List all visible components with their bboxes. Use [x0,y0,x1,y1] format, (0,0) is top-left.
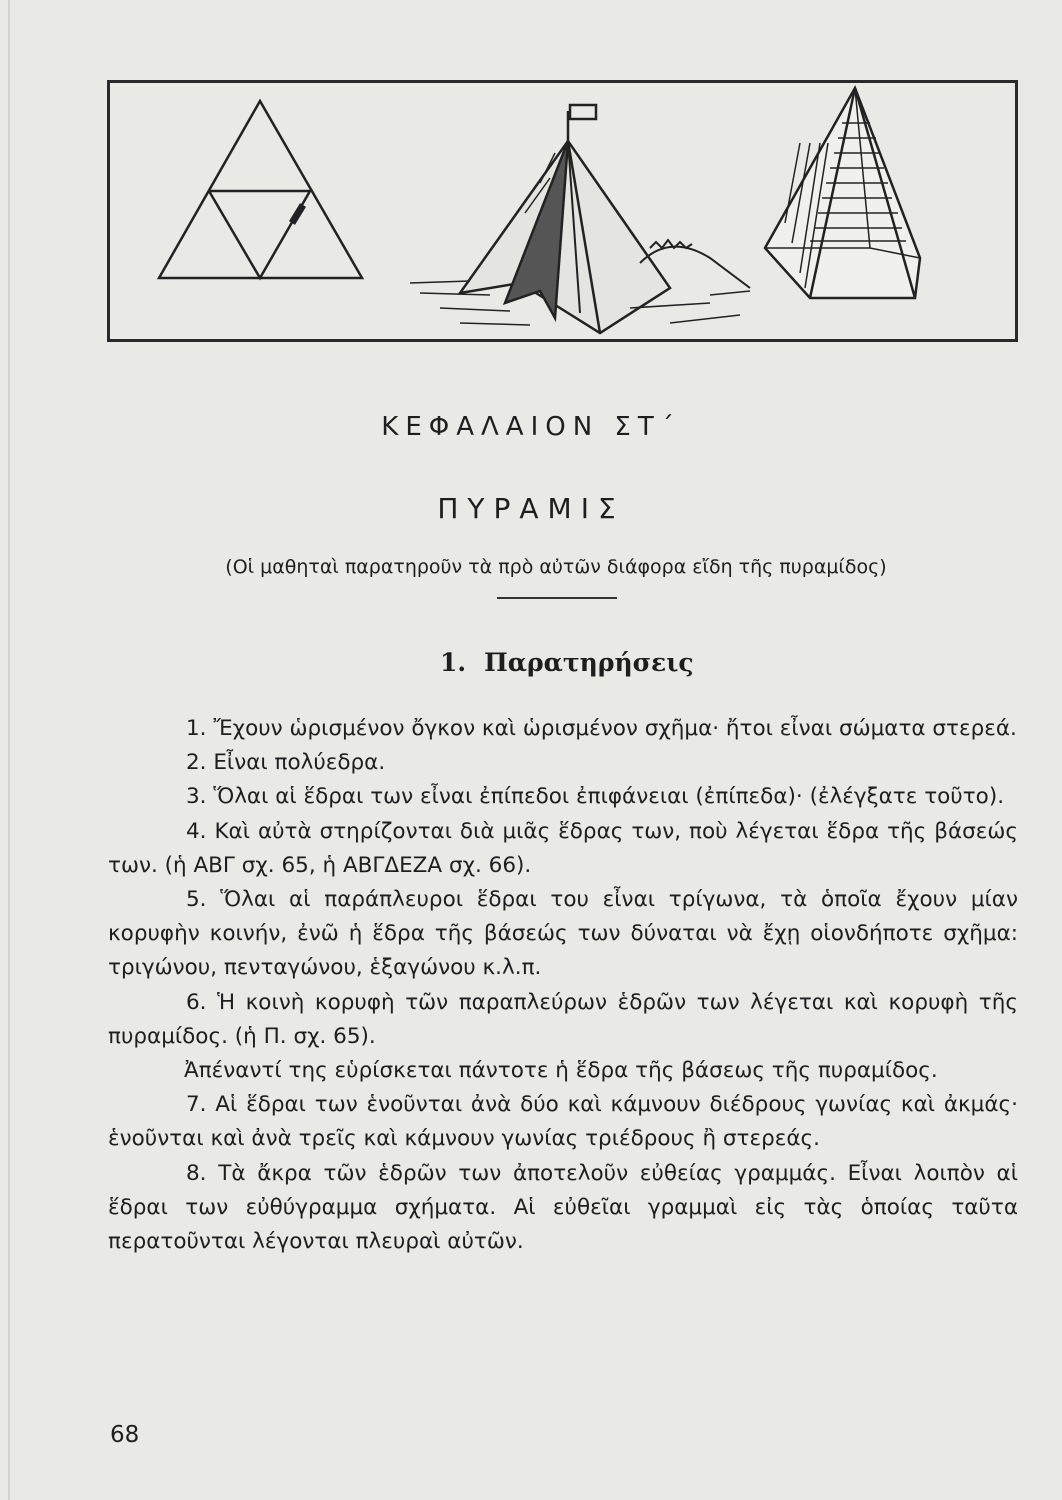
subtitle: (Οἱ μαθηταὶ παρατηροῦν τὰ πρὸ αὐτῶν διάφορα εἴδη τῆς πυραμίδος) [225,556,887,578]
section-number: 1. [440,648,467,677]
page-title: ΠΥΡΑΜΙΣ [437,492,625,525]
tetrahedron-net-figure [159,101,362,278]
hexagonal-pyramid-figure [765,88,920,298]
illustration-panel [107,80,1018,342]
paragraph: Ἀπέναντί της εὑρίσκεται πάντοτε ἡ ἕδρα τῆς βάσεως τῆς πυραμίδος. [184,1058,938,1084]
chapter-heading: ΚΕΦΑΛΑΙΟΝ ΣΤ΄ [381,412,681,442]
section-heading [440,648,694,677]
page-number: 68 [110,1422,140,1448]
paragraph: 2. Εἶναι πολύεδρα. [186,750,386,776]
paragraph: 4. Καὶ αὐτὰ στηρίζονται διὰ μιᾶς ἕδρας των, ποὺ λέγεται ἕδρα τῆς βάσεώς των. (ἡ ΑΒΓ σχ. 65, ἡ ΑΒΓΔΕΖΑ σχ. 66). [108,818,1018,878]
paragraph: 1. Ἔχουν ὡρισμένον ὄγκον καὶ ὡρισμένον σχῆμα· ἤτοι εἶναι σώματα στερεά. [186,716,1017,741]
paragraph: 3. Ὅλαι αἱ ἕδραι των εἶναι ἐπίπεδοι ἐπιφάνειαι (ἐπίπεδα)· (ἐλέγξατε τοῦτο). [186,784,1005,810]
observations-text [108,712,1018,1259]
page-edge [8,0,10,1500]
section-title: Παρατηρήσεις [484,648,694,677]
paragraph: 7. Αἱ ἕδραι των ἑνοῦνται ἀνὰ δύο καὶ κάμνουν διέδρους γωνίας καὶ ἀκμάς· ἑνοῦνται καὶ ἀνὰ τρεῖς καὶ κάμνουν γωνίας τριέδρους ἢ στερεάς. [108,1092,1018,1152]
paragraph: 8. Τὰ ἄκρα τῶν ἑδρῶν των ἀποτελοῦν εὐθείας γραμμάς. Εἶναι λοιπὸν αἱ ἕδραι των εὐθύγραμμα σχήματα. Αἱ εὐθεῖαι γραμμαὶ εἰς τὰς ὁποίας ταῦτα περατοῦνται λέγονται πλευραὶ αὐτῶν. [108,1160,1018,1255]
pyramid-illustrations [110,83,1015,339]
tent-figure [410,105,750,333]
paragraph: 6. Ἡ κοινὴ κορυφὴ τῶν παραπλεύρων ἑδρῶν των λέγεται καὶ κορυφὴ τῆς πυραμίδος. (ἡ Π. σχ. 65). [108,989,1018,1049]
divider [497,597,617,599]
paragraph: 5. Ὅλαι αἱ παράπλευροι ἕδραι του εἶναι τρίγωνα, τὰ ὁποῖα ἔχουν μίαν κορυφὴν κοινήν, ἐνῶ ἡ ἕδρα τῆς βάσεώς των δύναται νὰ ἔχῃ οἱονδήποτε σχῆμα: τριγώνου, πενταγώνου, ἑξαγώνου κ.λ.π. [108,887,1018,981]
